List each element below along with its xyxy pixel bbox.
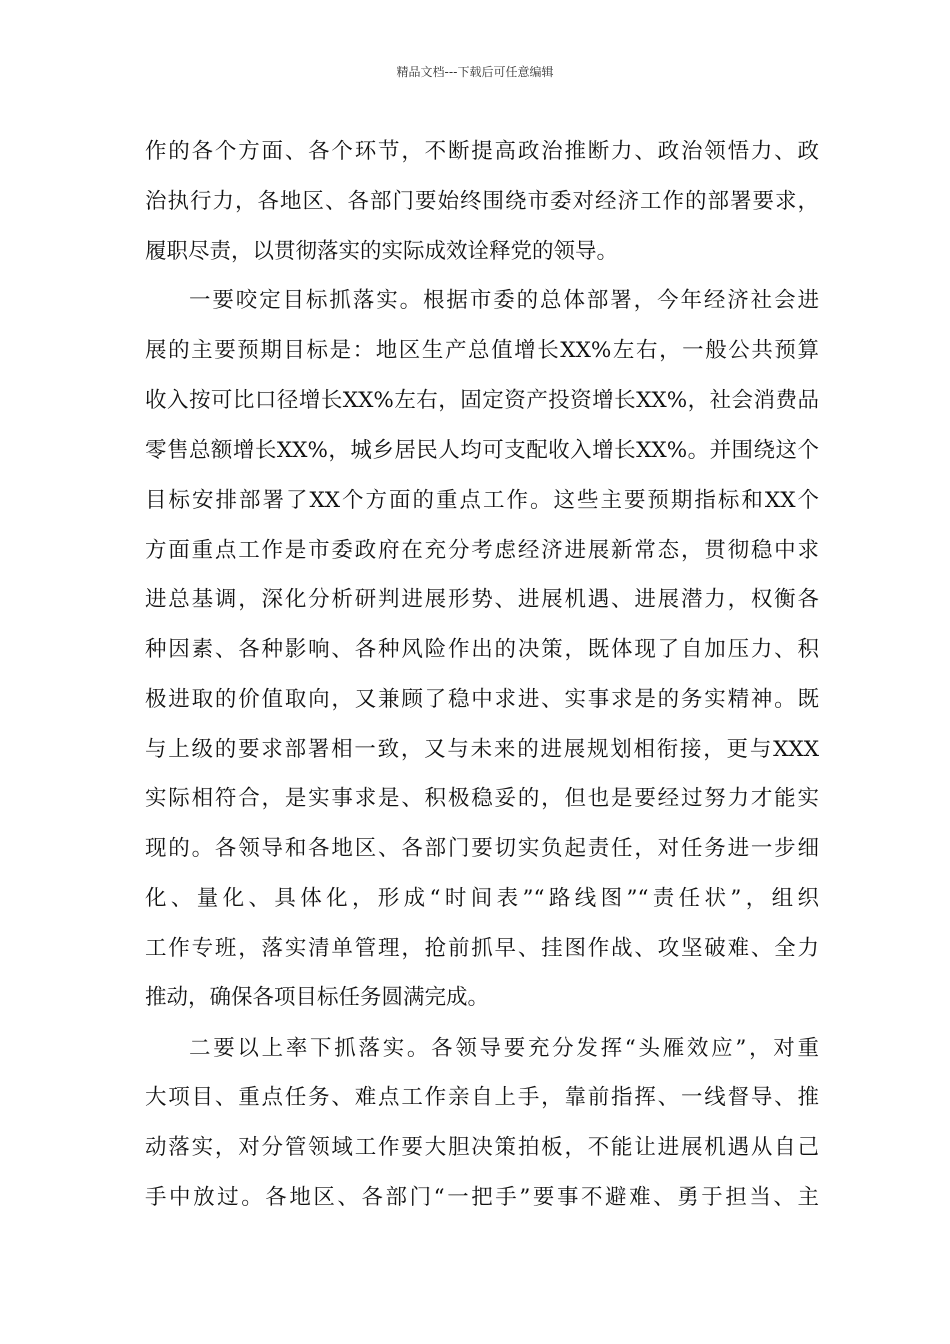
text-line: 与上级的要求部署相一致，又与未来的进展规划相衔接，更与XXX <box>145 737 819 762</box>
text-line: 手中放过。各地区、各部门“一把手”要事不避难、勇于担当、主 <box>145 1185 819 1210</box>
text-line: 现的。各领导和各地区、各部门要切实负起责任，对任务进一步细 <box>145 836 819 861</box>
paragraph-first-line: 一要咬定目标抓落实。根据市委的总体部署，今年经济社会进 <box>189 288 819 313</box>
text-line: 大项目、重点任务、难点工作亲自上手，靠前指挥、一线督导、推 <box>145 1085 819 1110</box>
text-line: 履职尽责，以贯彻落实的实际成效诠释党的领导。 <box>145 239 619 264</box>
text-line: 零售总额增长XX%，城乡居民人均可支配收入增长XX%。并围绕这个 <box>145 438 819 463</box>
text-line: 方面重点工作是市委政府在充分考虑经济进展新常态，贯彻稳中求 <box>145 538 819 563</box>
text-line: 工作专班，落实清单管理，抢前抓早、挂图作战、攻坚破难、全力 <box>145 936 819 961</box>
paragraph-first-line: 二要以上率下抓落实。各领导要充分发挥“头雁效应”，对重 <box>189 1036 819 1061</box>
text-line: 种因素、各种影响、各种风险作出的决策，既体现了自加压力、积 <box>145 637 819 662</box>
text-line: 极进取的价值取向，又兼顾了稳中求进、实事求是的务实精神。既 <box>145 687 819 712</box>
text-line: 展的主要预期目标是：地区生产总值增长XX%左右，一般公共预算 <box>145 338 819 363</box>
text-line: 实际相符合，是实事求是、积极稳妥的，但也是要经过努力才能实 <box>145 786 819 811</box>
text-line: 进总基调，深化分析研判进展形势、进展机遇、进展潜力，权衡各 <box>145 587 819 612</box>
text-line: 化、量化、具体化，形成“时间表”“路线图”“责任状”，组织 <box>145 886 819 911</box>
text-line: 收入按可比口径增长XX%左右，固定资产投资增长XX%，社会消费品 <box>145 388 819 413</box>
page-header: 精品文档---下载后可任意编辑 <box>396 65 554 79</box>
text-line: 动落实，对分管领域工作要大胆决策拍板，不能让进展机遇从自己 <box>145 1135 819 1160</box>
text-line: 推动，确保各项目标任务圆满完成。 <box>145 985 490 1010</box>
text-line: 目标安排部署了XX个方面的重点工作。这些主要预期指标和XX个 <box>145 488 819 513</box>
text-line: 作的各个方面、各个环节，不断提高政治推断力、政治领悟力、政 <box>145 139 819 164</box>
text-line: 治执行力，各地区、各部门要始终围绕市委对经济工作的部署要求， <box>145 189 819 214</box>
